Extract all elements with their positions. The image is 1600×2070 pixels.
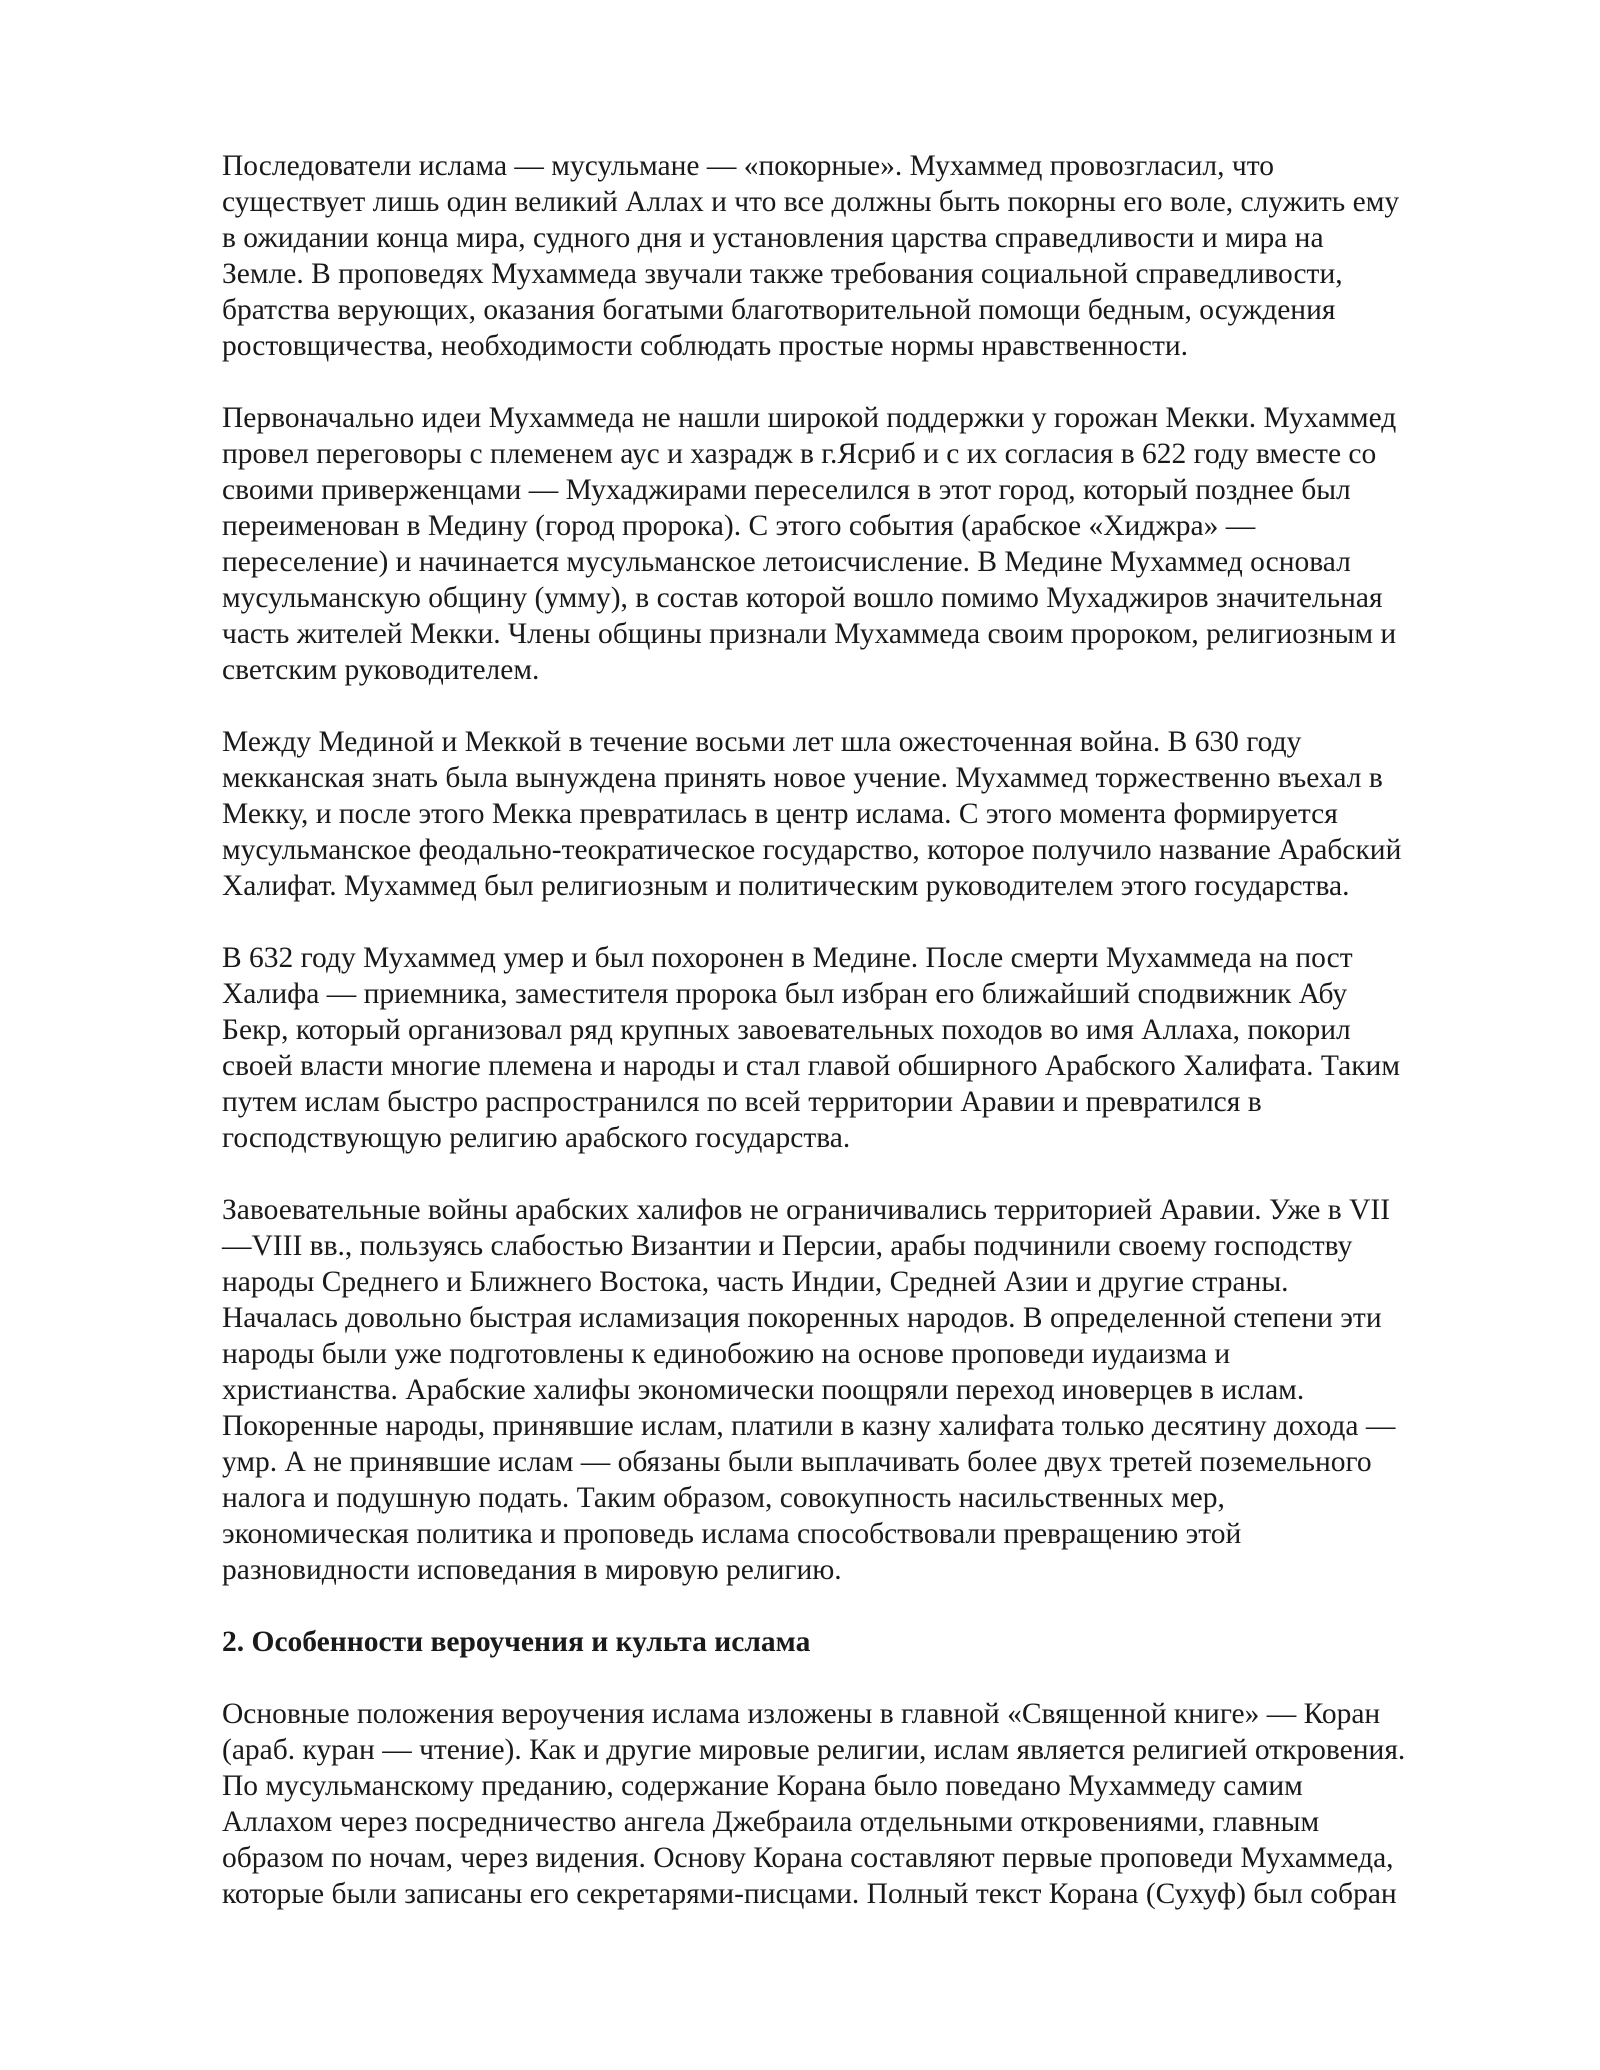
text-line: образом по ночам, через видения. Основу Корана составляют первые проповеди Мухаммеда, <box>222 1842 1394 1874</box>
document-page <box>222 148 1512 1948</box>
text-line: Халифат. Мухаммед был религиозным и политическим руководителем этого государства. <box>222 870 1350 902</box>
text-line: разновидности исповедания в мировую религию. <box>222 1554 842 1586</box>
text-line: налога и подушную подать. Таким образом, совокупность насильственных мер, <box>222 1482 1225 1514</box>
text-line: народы Среднего и Ближнего Востока, часть Индии, Средней Азии и другие страны. <box>222 1266 1289 1298</box>
text-line: переселение) и начинается мусульманское летоисчисление. В Медине Мухаммед основал <box>222 546 1351 578</box>
text-line: Последователи ислама — мусульмане — «покорные». Мухаммед провозгласил, что <box>222 150 1274 182</box>
text-line: Бекр, который организовал ряд крупных завоевательных походов во имя Аллаха, покорил <box>222 1014 1351 1046</box>
text-line: провел переговоры с племенем аус и хазрадж в г.Ясриб и с их согласия в 622 году вместе со <box>222 438 1377 470</box>
text-line: Покоренные народы, принявшие ислам, платили в казну халифата только десятину дохода — <box>222 1410 1396 1442</box>
text-line: Мекку, и после этого Мекка превратилась в центр ислама. С этого момента формируется <box>222 798 1338 830</box>
text-line: путем ислам быстро распространился по всей территории Аравии и превратился в <box>222 1086 1262 1118</box>
text-line: В 632 году Мухаммед умер и был похоронен в Медине. После смерти Мухаммеда на пост <box>222 942 1353 974</box>
text-line: мекканская знать была вынуждена принять новое учение. Мухаммед торжественно въехал в <box>222 762 1383 794</box>
text-line: Земле. В проповедях Мухаммеда звучали также требования социальной справедливости, <box>222 258 1343 290</box>
section-heading: 2. Особенности вероучения и культа ислама <box>222 1626 811 1658</box>
text-line: своей власти многие племена и народы и стал главой обширного Арабского Халифата. Таким <box>222 1050 1401 1082</box>
text-line: По мусульманскому преданию, содержание Корана было поведано Мухаммеду самим <box>222 1770 1303 1802</box>
text-line: народы были уже подготовлены к единобожию на основе проповеди иудаизма и <box>222 1338 1231 1370</box>
text-line: Халифа — приемника, заместителя пророка был избран его ближайший сподвижник Абу <box>222 978 1348 1010</box>
text-line: переименован в Медину (город пророка). С этого события (арабское «Хиджра» — <box>222 510 1256 542</box>
text-line: светским руководителем. <box>222 654 540 686</box>
text-line: мусульманскую общину (умму), в состав которой вошло помимо Мухаджиров значительная <box>222 582 1383 614</box>
text-line: мусульманское феодально-теократическое государство, которое получило название Арабский <box>222 834 1402 866</box>
text-line: ростовщичества, необходимости соблюдать простые нормы нравственности. <box>222 330 1189 362</box>
text-line: господствующую религию арабского государства. <box>222 1122 851 1154</box>
text-line: существует лишь один великий Аллах и что все должны быть покорны его воле, служить ему <box>222 186 1400 218</box>
paragraph-4 <box>222 940 1512 1156</box>
text-line: Основные положения вероучения ислама изложены в главной «Священной книге» — Коран <box>222 1698 1381 1730</box>
paragraph-5 <box>222 1192 1512 1588</box>
text-line: Между Мединой и Меккой в течение восьми лет шла ожесточенная война. В 630 году <box>222 726 1302 758</box>
paragraph-2 <box>222 400 1512 688</box>
text-line: в ожидании конца мира, судного дня и установления царства справедливости и мира на <box>222 222 1324 254</box>
text-line: экономическая политика и проповедь ислама способствовали превращению этой <box>222 1518 1242 1550</box>
text-line: часть жителей Мекки. Члены общины признали Мухаммеда своим пророком, религиозным и <box>222 618 1397 650</box>
paragraph-6 <box>222 1696 1512 1912</box>
paragraph-1 <box>222 148 1512 364</box>
text-line: своими приверженцами — Мухаджирами переселился в этот город, который позднее был <box>222 474 1351 506</box>
text-line: братства верующих, оказания богатыми благотворительной помощи бедным, осуждения <box>222 294 1336 326</box>
paragraph-3 <box>222 724 1512 904</box>
text-line: Завоевательные войны арабских халифов не ограничивались территорией Аравии. Уже в VII <box>222 1194 1391 1226</box>
text-line: христианства. Арабские халифы экономически поощряли переход иноверцев в ислам. <box>222 1374 1305 1406</box>
text-line: Аллахом через посредничество ангела Джебраила отдельными откровениями, главным <box>222 1806 1320 1838</box>
text-line: Первоначально идеи Мухаммеда не нашли широкой поддержки у горожан Мекки. Мухаммед <box>222 402 1397 434</box>
text-line: —VIII вв., пользуясь слабостью Византии и Персии, арабы подчинили своему господству <box>222 1230 1353 1262</box>
text-line: (араб. куран — чтение). Как и другие мировые религии, ислам является религией откровения. <box>222 1734 1406 1766</box>
text-line: умр. А не принявшие ислам — обязаны были выплачивать более двух третей поземельного <box>222 1446 1372 1478</box>
text-line: Началась довольно быстрая исламизация покоренных народов. В определенной степени эти <box>222 1302 1382 1334</box>
text-line: которые были записаны его секретарями-писцами. Полный текст Корана (Сухуф) был собран <box>222 1878 1397 1910</box>
